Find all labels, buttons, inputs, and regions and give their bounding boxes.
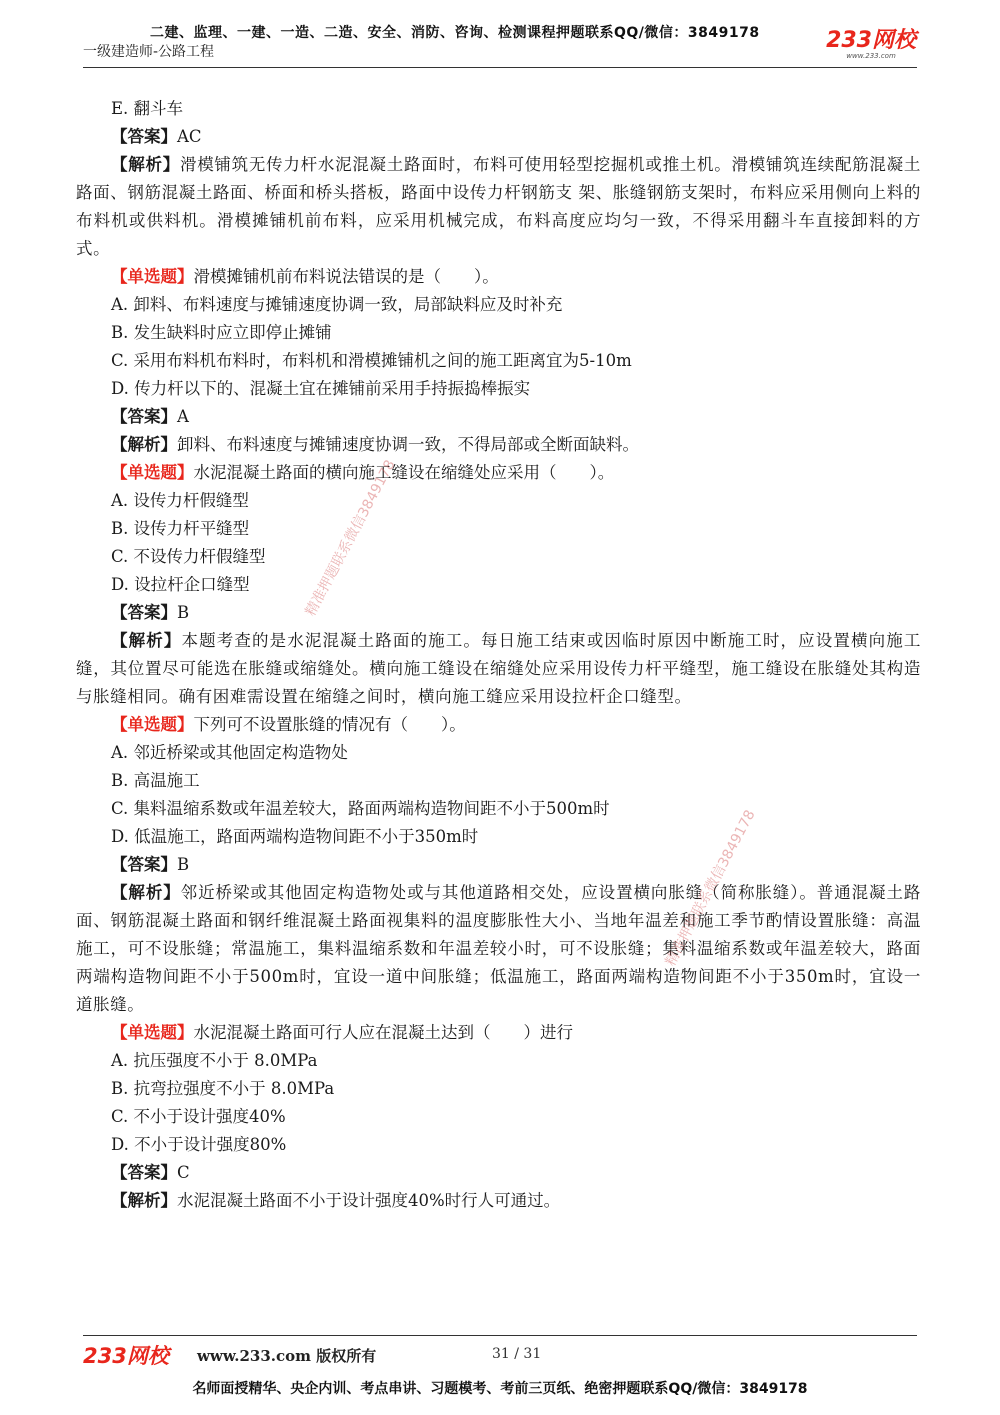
content-text: B. 设传力杆平缝型 [111,519,250,538]
content-l22 [76,823,921,851]
section-tag: 【答案】 [111,407,177,426]
content-l2 [76,123,921,151]
content-l6 [76,319,921,347]
content-l17 [76,627,921,711]
content-l21 [76,795,921,823]
content-text: A. 邻近桥梁或其他固定构造物处 [111,743,348,762]
content-text: B. 发生缺料时应立即停止摊铺 [111,323,332,342]
question-type-tag: 【单选题】 [111,267,194,286]
content-text: A. 设传力杆假缝型 [111,491,249,510]
content-text: 滑模摊铺机前布料说法错误的是（ ）。 [193,267,499,286]
content-l3 [76,151,921,263]
content-l29 [76,1131,921,1159]
content-l8 [76,375,921,403]
content-text: C. 采用布料机布料时，布料机和滑模摊铺机之间的施工距离宜为5-10m [111,351,632,370]
content-text: AC [177,127,202,146]
content-l28 [76,1103,921,1131]
watermark-2: 精准押题联系微信3849178 [662,807,759,969]
content-l1 [76,95,921,123]
content-l13 [76,515,921,543]
content-text: B. 高温施工 [111,771,200,790]
content-l20 [76,767,921,795]
logo-brand: 233网校 [826,28,916,53]
content-text: D. 不小于设计强度80% [111,1135,287,1154]
content-text: 水泥混凝土路面的横向施工缝设在缩缝处应采用（ ）。 [193,463,615,482]
content-l10 [76,431,921,459]
footer-copyright: www.233.com 版权所有 [197,1347,377,1365]
content-l15 [76,571,921,599]
section-tag: 【解析】 [111,631,182,650]
content-l26 [76,1047,921,1075]
content-text: 滑模铺筑无传力杆水泥混凝土路面时，布料可使用轻型挖掘机或推土机。滑模铺筑连续配筋混凝土路面、钢筋混凝土路面、桥面和桥头搭板，路面中设传力杆钢筋支 架、胀缝钢筋支架时，布料应采用侧向上料的布料机或供料机。滑模摊铺机前布料，应采用机械完成，布料高度应均匀一致，不得采用翻斗车直接卸料的方式。 [76,155,921,258]
content-text: D. 传力杆以下的、混凝土宜在摊铺前采用手持振捣棒振实 [111,379,531,398]
content-text: A [177,407,189,426]
page-number: 31 / 31 [492,1346,542,1362]
content-text: C. 不小于设计强度40% [111,1107,286,1126]
section-tag: 【解析】 [111,155,180,174]
content-l23 [76,851,921,879]
header-divider [83,67,917,68]
content-text: D. 设拉杆企口缝型 [111,575,250,594]
logo-url: www.233.com [846,52,896,60]
content-l18 [76,711,921,739]
content-text: D. 低温施工，路面两端构造物间距不小于350m时 [111,827,479,846]
question-type-tag: 【单选题】 [111,1023,194,1042]
content-text: B. 抗弯拉强度不小于 8.0MPa [111,1079,335,1098]
content-l11 [76,459,921,487]
content-l16 [76,599,921,627]
section-tag: 【答案】 [111,127,177,146]
content-l9 [76,403,921,431]
footer-logo: 233网校 [83,1344,169,1368]
content-l24 [76,879,921,1019]
document-body [76,95,921,1215]
header-ad: 二建、监理、一建、一造、二造、安全、消防、咨询、检测课程押题联系QQ/微信：3849178 [150,25,760,41]
content-text: 本题考查的是水泥混凝土路面的施工。每日施工结束或因临时原因中断施工时，应设置横向施工缝，其位置尽可能选在胀缝或缩缝处。横向施工缝设在缩缝处应采用设传力杆平缝型，施工缝设在胀缝处其构造与胀缝相同。确有困难需设置在缩缝之间时，横向施工缝应采用设拉杆企口缝型。 [76,631,921,706]
content-text: B [177,603,190,622]
content-text: 卸料、布料速度与摊铺速度协调一致，不得局部或全断面缺料。 [177,435,639,454]
content-l4 [76,263,921,291]
question-type-tag: 【单选题】 [111,715,194,734]
content-text: 水泥混凝土路面不小于设计强度40%时行人可通过。 [177,1191,561,1210]
content-text: 邻近桥梁或其他固定构造物处或与其他道路相交处，应设置横向胀缝（简称胀缝）。普通混凝土路面、钢筋混凝土路面和钢纤维混凝土路面视集料的温度膨胀性大小、当地年温差和施工季节酌情设置胀缝：高温施工，可不设胀缝；常温施工，集料温缩系数和年温差较小时，可不设胀缝；集料温缩系数或年温差较大，路面两端构造物间距不小于500m时，宜设一道中间胀缝；低温施工，路面两端构造物间距不小于350m时，宜设一道胀缝。 [76,883,921,1014]
content-l27 [76,1075,921,1103]
content-l12 [76,487,921,515]
watermark-1: 精准押题联系微信3849178 [302,457,399,619]
question-type-tag: 【单选题】 [111,463,194,482]
section-tag: 【解析】 [111,435,177,454]
footer-ad: 名师面授精华、央企内训、考点串讲、习题模考、考前三页纸、绝密押题联系QQ/微信：3849178 [192,1381,808,1397]
content-text: 下列可不设置胀缝的情况有（ ）。 [193,715,466,734]
section-tag: 【答案】 [111,603,177,622]
content-l30 [76,1159,921,1187]
content-l25 [76,1019,921,1047]
content-text: C. 不设传力杆假缝型 [111,547,266,566]
content-text: C [177,1163,190,1182]
content-text: E. 翻斗车 [111,99,184,118]
content-text: A. 卸料、布料速度与摊铺速度协调一致，局部缺料应及时补充 [111,295,563,314]
section-tag: 【解析】 [111,1191,177,1210]
content-l31 [76,1187,921,1215]
content-text: C. 集料温缩系数或年温差较大，路面两端构造物间距不小于500m时 [111,799,610,818]
content-text: 水泥混凝土路面可行人应在混凝土达到（ ）进行 [193,1023,573,1042]
content-text: B [177,855,190,874]
footer-divider [83,1335,917,1336]
content-l7 [76,347,921,375]
content-l14 [76,543,921,571]
section-tag: 【答案】 [111,855,177,874]
content-l19 [76,739,921,767]
document-subtitle: 一级建造师-公路工程 [83,44,215,60]
section-tag: 【解析】 [111,883,181,902]
content-text: A. 抗压强度不小于 8.0MPa [111,1051,318,1070]
brand-logo [826,30,916,60]
section-tag: 【答案】 [111,1163,177,1182]
content-l5 [76,291,921,319]
